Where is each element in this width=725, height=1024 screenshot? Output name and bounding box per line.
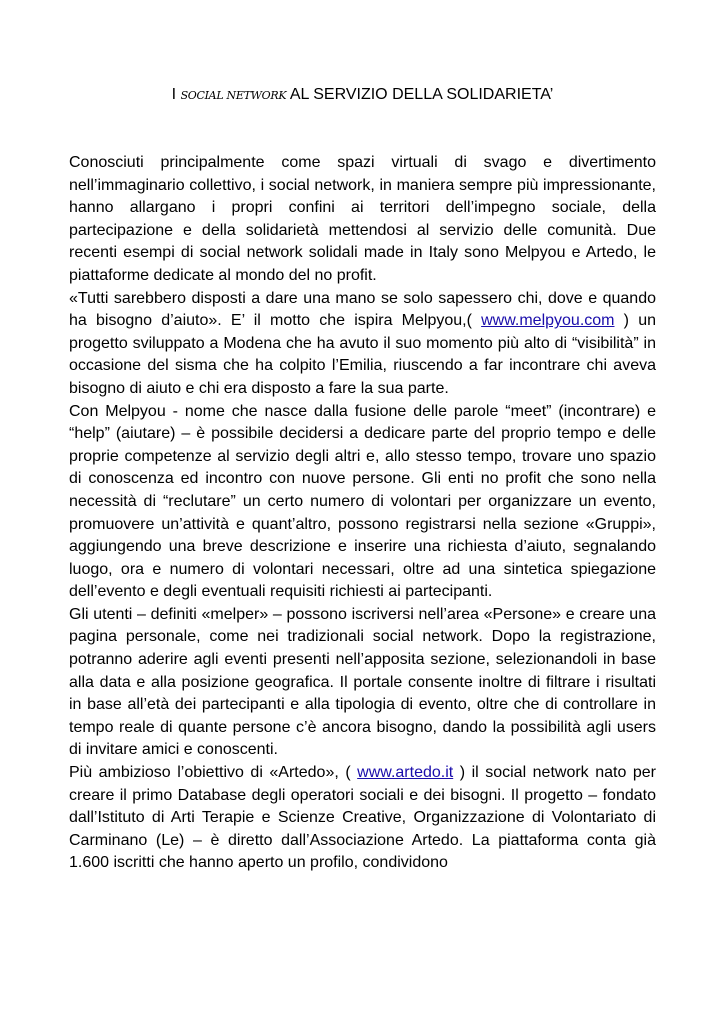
paragraph-artedo-cont: ) il social network nato per creare il primo Database degli operatori sociali e dei bisogni. Il progetto – fondato dall’Istituto di Arti Terapie e Scienze Creative, Organizzazione di Volontariato di Carminano (Le) – è diretto dall’Associazione Artedo. La piattaforma conta già 1.600 iscritti che hanno aperto un profilo, condividono (69, 764, 656, 872)
article-body (69, 152, 656, 875)
title-prefix: I (171, 86, 181, 103)
paragraph-melpyou-motto-text: «Tutti sarebbero disposti a dare una mano se solo sapessero chi, dove e quando ha bisogno d’aiuto». E’ il motto che ispira Melpyou,( (69, 289, 656, 330)
paragraph-artedo-text: Più ambizioso l’obiettivo di «Artedo», ( (69, 764, 358, 782)
artedo-link[interactable]: www.artedo.it (357, 764, 454, 782)
paragraph-melper-users: Gli utenti – definiti «melper» – possono iscriversi nell’area «Persone» e creare una pagina personale, come nei tradizionali social network. Dopo la registrazione, potranno aderire agli eventi presenti nell’apposita sezione, selezionandoli in base alla data e alla posizione geografica. Il portale consente inoltre di filtrare i risultati in base all’età dei partecipanti e alla tipologia di evento, oltre che di controllare in tempo reale di quante persone c’è ancora bisogno, dando la possibilità agli users di invitare amici e conoscenti. (69, 605, 656, 759)
melpyou-link[interactable]: www.melpyou.com (481, 312, 615, 330)
paragraph-melpyou-motto (69, 288, 656, 401)
document-title (0, 85, 725, 106)
paragraph-melpyou-description: Con Melpyou - nome che nasce dalla fusione delle parole “meet” (incontrare) e “help” (aiutare) – è possibile decidersi a dedicare parte del proprio tempo e delle proprie competenze al servizio degli altri e, allo stesso tempo, trovare uno spazio di conoscenza ed incontro con nuove persone. Gli enti no profit che sono nella necessità di “reclutare” un certo numero di volontari per organizzare un evento, promuovere un’attività e quant’altro, possono registrarsi nella sezione «Gruppi», aggiungendo una breve descrizione e inserire una richiesta d’aiuto, segnalando luogo, ora e numero di volontari necessari, oltre ad una sintetica spiegazione dell’evento e degli eventuali requisiti richiesti ai partecipanti. (69, 402, 656, 601)
paragraph-melpyou-motto-cont: ) un progetto sviluppato a Modena che ha avuto il suo momento più alto di “visibilità” in occasione del sisma che ha colpito l’Emilia, riuscendo a far incontrare chi aveva bisogno di aiuto e chi era disposto a fare la sua parte. (69, 312, 656, 397)
paragraph-intro: Conosciuti principalmente come spazi virtuali di svago e divertimento nell’immaginario collettivo, i social network, in maniera sempre più impressionante, hanno allargano i propri confini ai territori dell’impegno sociale, della partecipazione e della solidarietà mettendosi al servizio delle comunità. Due recenti esempi di social network solidali made in Italy sono Melpyou e Artedo, le piattaforme dedicate al mondo del no profit. (69, 154, 656, 284)
title-social-network: SOCIAL NETWORK (180, 89, 287, 102)
title-rest: AL SERVIZIO DELLA SOLIDARIETA’ (286, 86, 554, 103)
paragraph-artedo (69, 762, 656, 875)
